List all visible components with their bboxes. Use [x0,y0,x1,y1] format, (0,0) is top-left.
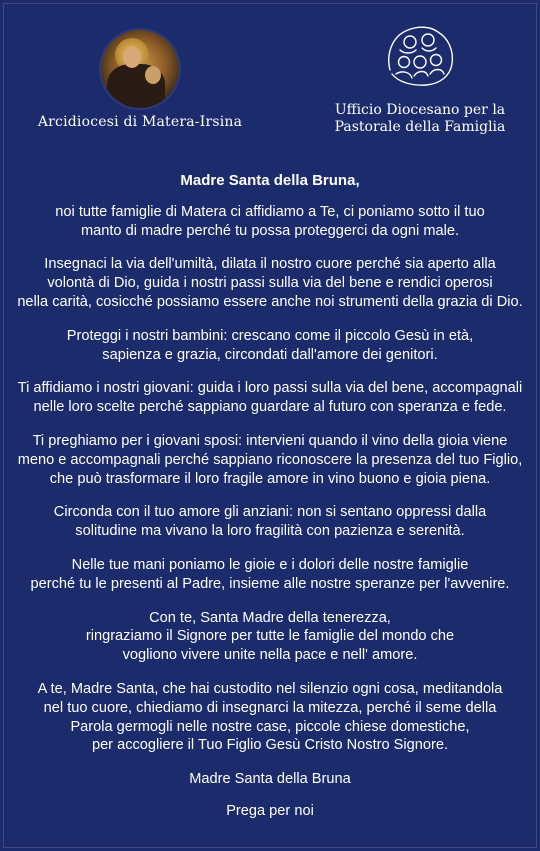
madonna-icon [101,30,179,108]
prayer-paragraph [10,503,530,541]
prayer-line: noi tutte famiglie di Matera ci affidiamo a Te, ci poniamo sotto il tuo [55,203,485,220]
prayer-line: nel tuo cuore, chiediamo di insegnarci la mitezza, perché il seme della [43,699,497,716]
closing-invocation: Madre Santa della Bruna [189,771,351,788]
prayer-line: vogliono vivere unite nella pace e nell' amore. [122,647,418,664]
prayer-paragraph [10,556,530,594]
prayer-paragraph [10,203,530,241]
prayer-line: Ti affidiamo i nostri giovani: guida i loro passi sulla via del bene, accompagnali [17,380,523,397]
prayer-paragraph [10,327,530,365]
prayer-paragraph [10,680,530,755]
prayer-line: Insegnaci la via dell'umiltà, dilata il nostro cuore perché sia aperto alla [44,256,496,273]
prayer-line: manto di madre perché tu possa proteggerci da ogni male. [80,222,460,239]
prayer-title: Madre Santa della Bruna, [180,172,360,189]
prayer-line: Ti preghiamo per i giovani sposi: intervieni quando il vino della gioia viene [32,432,508,449]
prayer-paragraph [10,255,530,311]
prayer-text [10,172,530,834]
office-title-line2: Pastorale della Famiglia [334,119,506,135]
office-title [330,102,510,136]
prayer-paragraph [10,432,530,488]
prayer-line: volontà di Dio, guida i nostri passi sulla via del bene e rendici operosi [47,275,493,292]
prayer-line: nella carità, cosicché possiamo essere anche noi strumenti della grazia di Dio. [17,293,523,310]
prayer-line: A te, Madre Santa, che hai custodito nel silenzio ogni cosa, meditandola [37,680,503,697]
prayer-line: sapienza e grazia, circondati dall'amore dei genitori. [102,346,438,363]
prayer-line: Circonda con il tuo amore gli anziani: non si sentano oppressi dalla [53,504,487,521]
family-logo-icon [382,20,458,88]
prayer-line: perché tu le presenti al Padre, insieme alle nostre speranze per l'avvenire. [30,575,510,592]
prayer-paragraph [10,379,530,417]
prayer-line: Con te, Santa Madre della tenerezza, [149,609,391,626]
prayer-line: Proteggi i nostri bambini: crescano come il piccolo Gesù in età, [66,327,474,344]
prayer-line: Parola germogli nelle nostre case, piccole chiese domestiche, [70,718,470,735]
prayer-line: per accogliere il Tuo Figlio Gesù Cristo Nostro Signore. [91,737,449,754]
diocese-title: Arcidiocesi di Matera-Irsina [37,114,243,130]
prayer-line: meno e accompagnali perché sappiano riconoscere la presenza del tuo Figlio, [17,451,523,468]
prayer-line: solitudine ma vivano la loro fragilità con pazienza e serenità. [75,523,465,540]
office-title-line1: Ufficio Diocesano per la [334,102,506,118]
prayer-line: Nelle tue mani poniamo le gioie e i dolori delle nostre famiglie [71,556,469,573]
prayer-line: che può trasformare il loro fragile amore in vino buono e gioia piena. [49,470,491,487]
prayer-line: nelle loro scelte perché sappiano guardare al futuro con speranza e fede. [33,399,507,416]
diocese-header [30,30,250,130]
prayer-paragraph [10,609,530,665]
office-header [330,20,510,136]
closing-plea: Prega per noi [226,802,314,819]
prayer-line: ringraziamo il Signore per tutte le famiglie del mondo che [85,628,455,645]
